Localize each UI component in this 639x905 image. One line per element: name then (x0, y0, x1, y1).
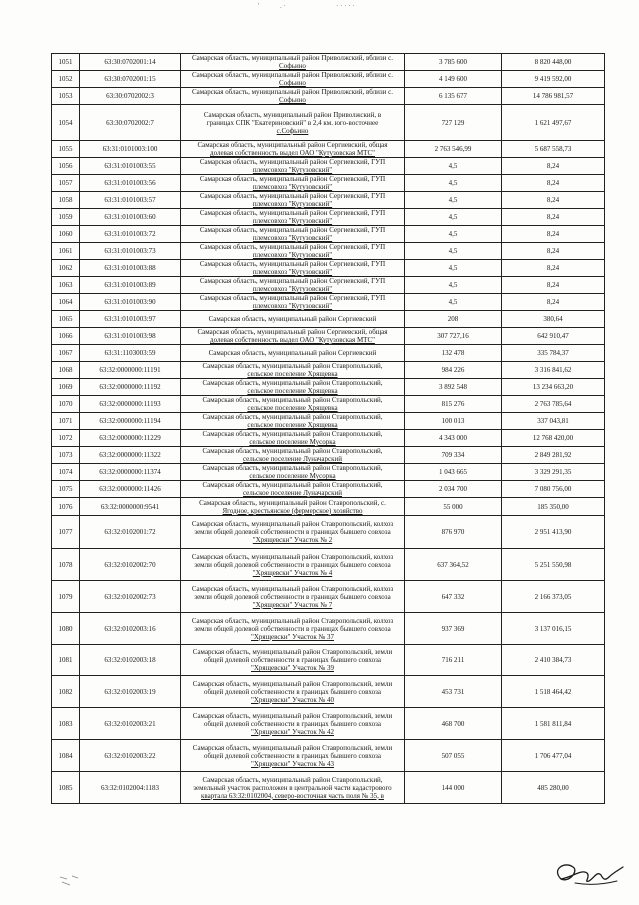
location-line: Самарская область, муниципальный район Ставропольский, колхоз (191, 584, 394, 593)
cadastral-value: 485 280,00 (502, 772, 605, 804)
cadastral-value: 8,24 (502, 209, 605, 226)
table-body (52, 54, 605, 804)
area-value: 4,5 (405, 277, 502, 294)
location-line: сельское поселение Хрящевка (247, 404, 338, 412)
cadastral-value: 185 350,00 (502, 498, 605, 516)
cadastral-value: 8 820 448,00 (502, 54, 605, 71)
location-description (181, 209, 405, 226)
location-line: сельское поселение Луначарский (242, 489, 343, 497)
location-line: долевая собственность выдел ОАО "Кутузовская МТС" (210, 336, 375, 344)
area-value: 468 700 (405, 708, 502, 740)
row-number: 1082 (52, 676, 80, 708)
location-line: долевая собственность выдел ОАО "Кутузовская МТС" (210, 149, 375, 157)
table-row (52, 481, 605, 498)
area-value: 4,5 (405, 260, 502, 277)
location-line: Самарская область, муниципальный район Ставропольский, (202, 379, 383, 387)
location-line: "Хрящевски" Участок № 39 (251, 664, 334, 672)
cadastral-value: 7 080 756,00 (502, 481, 605, 498)
cadastral-value: 8,24 (502, 192, 605, 209)
area-value: 132 478 (405, 345, 502, 362)
scan-artifacts: ' . · · · · · · (258, 2, 355, 10)
cadastral-value: 8,24 (502, 158, 605, 175)
location-description (181, 54, 405, 71)
location-line: Самарская область, муниципальный район Ставропольский, (202, 481, 383, 489)
area-value: 4,5 (405, 209, 502, 226)
table-row (52, 88, 605, 105)
area-value: 453 731 (405, 676, 502, 708)
cadastral-value: 335 784,37 (502, 345, 605, 362)
cadastral-number: 63:31:0101003:90 (80, 294, 181, 311)
cadastral-number: 63:31:0101003:56 (80, 175, 181, 192)
signature (543, 855, 629, 891)
table-row (52, 413, 605, 430)
location-description (181, 141, 405, 158)
cadastral-value: 14 786 981,57 (502, 88, 605, 105)
row-number: 1080 (52, 613, 80, 645)
cadastral-value: 380,64 (502, 311, 605, 328)
cadastral-number: 63:32:0000000:11191 (80, 362, 181, 379)
cadastral-value: 8,24 (502, 294, 605, 311)
cadastral-number: 63:32:0102004:1183 (80, 772, 181, 804)
location-description (181, 362, 405, 379)
location-line: земли общей долевой собственности в границах бывшего совхоза (194, 528, 391, 536)
row-number: 1057 (52, 175, 80, 192)
table-row (52, 71, 605, 88)
cadastral-number: 63:32:0102003:16 (80, 613, 181, 645)
row-number: 1066 (52, 328, 80, 345)
location-line: сельское поселение Луначарский (242, 455, 343, 463)
location-line: земли общей долевой собственности в границах бывшего совхоза (194, 560, 391, 569)
location-line: Самарская область, муниципальный район Сергиевский, ГУП (199, 226, 386, 234)
location-line: Самарская область, муниципальный район Сергиевский (208, 315, 377, 323)
location-line: квартала 63:32:0102004, северо-восточная часть поля № 35, в (201, 791, 384, 800)
cadastral-value: 8,24 (502, 175, 605, 192)
land-plots-table (51, 53, 605, 804)
location-line: Самарская область, муниципальный район Сергиевский, ГУП (199, 209, 386, 217)
location-line: Самарская область, муниципальный район Ставропольский, земли (192, 743, 393, 752)
location-line: "Хрящевски" Участок № 4 (252, 568, 333, 577)
location-line: Самарская область, муниципальный район Сергиевский (208, 349, 377, 357)
table-row (52, 447, 605, 464)
area-value: 6 135 677 (405, 88, 502, 105)
location-line: сельское поселение Хрящевка (247, 421, 338, 429)
table-row (52, 613, 605, 645)
table-row (52, 311, 605, 328)
row-number: 1053 (52, 88, 80, 105)
location-line: Самарская область, муниципальный район Сергиевский, ГУП (199, 294, 386, 302)
cadastral-number: 63:30:0702001:14 (80, 54, 181, 71)
location-line: Ягодное, крестьянское (фермерское) хозяйство (222, 506, 363, 515)
cadastral-value: 1 581 811,84 (502, 708, 605, 740)
location-description (181, 294, 405, 311)
location-description (181, 413, 405, 430)
row-number: 1051 (52, 54, 80, 71)
location-line: Самарская область, муниципальный район Ставропольский, (202, 362, 383, 370)
location-line: сельское поселение Хрящевка (247, 387, 338, 395)
table-row (52, 362, 605, 379)
location-line: Самарская область, муниципальный район Приволжский, вблизи с. (191, 71, 394, 79)
cadastral-number: 63:32:0000000:11194 (80, 413, 181, 430)
row-number: 1077 (52, 516, 80, 549)
table-row (52, 772, 605, 804)
table-row (52, 54, 605, 71)
table-row (52, 464, 605, 481)
row-number: 1061 (52, 243, 80, 260)
cadastral-number: 63:30:0702002:7 (80, 105, 181, 141)
table-row (52, 175, 605, 192)
area-value: 716 211 (405, 645, 502, 676)
table-row (52, 192, 605, 209)
area-value: 4,5 (405, 226, 502, 243)
location-line: земли общей долевой собственности в границах бывшего совхоза (194, 624, 391, 633)
table-row (52, 260, 605, 277)
cadastral-number: 63:32:0102003:18 (80, 645, 181, 676)
location-line: племсовхоз "Кутузовский" (252, 200, 333, 208)
cadastral-value: 1 621 497,67 (502, 105, 605, 141)
location-line: Самарская область, муниципальный район Сергиевский, ГУП (199, 260, 386, 268)
location-description (181, 379, 405, 396)
location-line: сельское поселение Хрящевка (247, 370, 338, 378)
location-description (181, 226, 405, 243)
row-number: 1059 (52, 209, 80, 226)
location-line: племсовхоз "Кутузовский" (252, 251, 333, 259)
table-row (52, 379, 605, 396)
cadastral-value: 2 166 373,05 (502, 581, 605, 613)
location-description (181, 105, 405, 141)
row-number: 1083 (52, 708, 80, 740)
table-row (52, 430, 605, 447)
cadastral-number: 63:31:0101003:73 (80, 243, 181, 260)
location-description (181, 71, 405, 88)
cadastral-number: 63:31:0101003:88 (80, 260, 181, 277)
location-description (181, 175, 405, 192)
cadastral-number: 63:31:0101003:72 (80, 226, 181, 243)
location-line: Самарская область, муниципальный район Ставропольский, колхоз (191, 616, 394, 625)
location-line: Самарская область, муниципальный район Сергиевский, ГУП (199, 277, 386, 285)
area-value: 208 (405, 311, 502, 328)
area-value: 307 727,16 (405, 328, 502, 345)
location-description (181, 740, 405, 772)
cadastral-value: 2 951 413,90 (502, 516, 605, 549)
row-number: 1055 (52, 141, 80, 158)
cadastral-number: 63:31:0101003:57 (80, 192, 181, 209)
table-row (52, 516, 605, 549)
location-line: общей долевой собственности в границах бывшего совхоза (203, 687, 382, 696)
area-value: 4,5 (405, 294, 502, 311)
row-number: 1065 (52, 311, 80, 328)
location-line: с.Софьино (276, 126, 309, 135)
cadastral-value: 2 763 785,64 (502, 396, 605, 413)
row-number: 1064 (52, 294, 80, 311)
cadastral-value: 3 137 016,15 (502, 613, 605, 645)
table-row (52, 141, 605, 158)
area-value: 4 149 600 (405, 71, 502, 88)
row-number: 1069 (52, 379, 80, 396)
location-line: сельское поселение Мусорка (249, 438, 336, 446)
location-description (181, 645, 405, 676)
area-value: 727 129 (405, 105, 502, 141)
location-description (181, 430, 405, 447)
cadastral-number: 63:32:0000000:11374 (80, 464, 181, 481)
location-description (181, 549, 405, 581)
row-number: 1070 (52, 396, 80, 413)
location-line: племсовхоз "Кутузовский" (252, 166, 333, 174)
area-value: 2 034 700 (405, 481, 502, 498)
area-value: 984 226 (405, 362, 502, 379)
table-row (52, 676, 605, 708)
location-line: Самарская область, муниципальный район Ставропольский, (202, 396, 383, 404)
area-value: 55 000 (405, 498, 502, 516)
row-number: 1067 (52, 345, 80, 362)
location-line: "Хрящевски" Участок № 37 (251, 632, 334, 641)
location-description (181, 708, 405, 740)
cadastral-value: 8,24 (502, 277, 605, 294)
location-line: Самарская область, муниципальный район Сергиевский, общая (197, 141, 388, 149)
location-line: Самарская область, муниципальный район Ставропольский, (202, 430, 383, 438)
cadastral-number: 63:30:0702001:15 (80, 71, 181, 88)
table-row (52, 226, 605, 243)
cadastral-value: 1 518 464,42 (502, 676, 605, 708)
table-row (52, 581, 605, 613)
row-number: 1085 (52, 772, 80, 804)
location-line: племсовхоз "Кутузовский" (252, 183, 333, 191)
table-row (52, 740, 605, 772)
location-line: Самарская область, муниципальный район Ставропольский, (202, 413, 383, 421)
location-description (181, 447, 405, 464)
location-line: общей долевой собственности в границах бывшего совхоза (203, 656, 382, 664)
location-line: племсовхоз "Кутузовский" (252, 268, 333, 276)
cadastral-value: 337 043,81 (502, 413, 605, 430)
location-description (181, 192, 405, 209)
cadastral-number: 63:31:0101003:98 (80, 328, 181, 345)
table-row (52, 498, 605, 516)
cadastral-value: 8,24 (502, 243, 605, 260)
cadastral-value: 12 768 420,00 (502, 430, 605, 447)
location-line: Самарская область, муниципальный район Приволжский, вблизи с. (191, 54, 394, 62)
cadastral-value: 2 849 281,92 (502, 447, 605, 464)
location-line: Софьино (279, 79, 306, 87)
location-line: Самарская область, муниципальный район Ставропольский, (202, 775, 383, 784)
scan-mark (58, 873, 82, 889)
location-line: Самарская область, муниципальный район Ставропольский, колхоз (191, 552, 394, 561)
cadastral-number: 63:32:0102002:70 (80, 549, 181, 581)
area-value: 100 013 (405, 413, 502, 430)
location-line: общей долевой собственности в границах бывшего совхоза (203, 751, 382, 760)
cadastral-number: 63:31:0101003:97 (80, 311, 181, 328)
table-row (52, 396, 605, 413)
cadastral-number: 63:32:0000000:9541 (80, 498, 181, 516)
area-value: 507 055 (405, 740, 502, 772)
location-line: Самарская область, муниципальный район Ставропольский, земли (192, 711, 393, 720)
area-value: 4 343 000 (405, 430, 502, 447)
table-row (52, 294, 605, 311)
table-row (52, 328, 605, 345)
area-value: 937 369 (405, 613, 502, 645)
location-description (181, 464, 405, 481)
row-number: 1084 (52, 740, 80, 772)
cadastral-number: 63:30:0702002:3 (80, 88, 181, 105)
location-line: "Хрящевски" Участок № 7 (252, 600, 333, 609)
cadastral-number: 63:32:0102002:73 (80, 581, 181, 613)
location-line: Самарская область, муниципальный район Сергиевский, ГУП (199, 192, 386, 200)
row-number: 1071 (52, 413, 80, 430)
row-number: 1056 (52, 158, 80, 175)
location-description (181, 88, 405, 105)
location-line: Самарская область, муниципальный район Ставропольский, (202, 447, 383, 455)
location-line: Самарская область, муниципальный район Ставропольский, земли (192, 679, 393, 688)
area-value: 815 276 (405, 396, 502, 413)
table-row (52, 158, 605, 175)
location-description (181, 613, 405, 645)
row-number: 1062 (52, 260, 80, 277)
cadastral-number: 63:32:0000000:11193 (80, 396, 181, 413)
cadastral-value: 8,24 (502, 226, 605, 243)
table-row (52, 105, 605, 141)
location-description (181, 676, 405, 708)
row-number: 1058 (52, 192, 80, 209)
location-description (181, 581, 405, 613)
location-line: Самарская область, муниципальный район Ставропольский, колхоз (191, 520, 394, 528)
area-value: 876 970 (405, 516, 502, 549)
cadastral-number: 63:32:0102003:22 (80, 740, 181, 772)
location-line: Самарская область, муниципальный район Приволжский, вблизи с. (191, 88, 394, 96)
cadastral-value: 3 329 291,35 (502, 464, 605, 481)
location-line: "Хрящевски" Участок № 43 (251, 759, 334, 768)
location-line: "Хрящевски" Участок № 2 (252, 536, 333, 544)
cadastral-number: 63:32:0000000:11426 (80, 481, 181, 498)
cadastral-value: 5 687 558,73 (502, 141, 605, 158)
row-number: 1072 (52, 430, 80, 447)
cadastral-value: 9 419 592,00 (502, 71, 605, 88)
area-value: 1 043 665 (405, 464, 502, 481)
row-number: 1074 (52, 464, 80, 481)
area-value: 3 892 548 (405, 379, 502, 396)
location-line: Софьино (279, 96, 306, 104)
area-value: 4,5 (405, 175, 502, 192)
location-line: "Хрящевски" Участок № 42 (251, 727, 334, 736)
area-value: 4,5 (405, 192, 502, 209)
location-line: границах СПК "Екатериновский" в 2,4 км. юго-восточнее (206, 118, 379, 127)
table-row (52, 645, 605, 676)
location-description (181, 328, 405, 345)
cadastral-value: 5 251 550,98 (502, 549, 605, 581)
cadastral-number: 63:32:0102003:21 (80, 708, 181, 740)
cadastral-number: 63:31:0101003:89 (80, 277, 181, 294)
location-line: земельный участок расположен в центральной части кадастрового (193, 783, 392, 792)
location-line: Самарская область, муниципальный район Ставропольский, с. (199, 498, 386, 507)
area-value: 3 785 600 (405, 54, 502, 71)
location-description (181, 311, 405, 328)
row-number: 1060 (52, 226, 80, 243)
cadastral-number: 63:32:0000000:11229 (80, 430, 181, 447)
table-row (52, 345, 605, 362)
row-number: 1079 (52, 581, 80, 613)
location-description (181, 243, 405, 260)
location-line: Софьино (279, 62, 306, 70)
location-line: сельское поселение Мусорка (249, 472, 336, 480)
location-line: Самарская область, муниципальный район Ставропольский, земли (192, 648, 393, 656)
location-description (181, 260, 405, 277)
cadastral-number: 63:31:0101003:100 (80, 141, 181, 158)
row-number: 1063 (52, 277, 80, 294)
table-row (52, 209, 605, 226)
location-description (181, 345, 405, 362)
location-line: племсовхоз "Кутузовский" (252, 234, 333, 242)
location-description (181, 481, 405, 498)
cadastral-number: 63:32:0000000:11192 (80, 379, 181, 396)
area-value: 144 000 (405, 772, 502, 804)
location-line: Самарская область, муниципальный район Ставропольский, (202, 464, 383, 472)
table-row (52, 708, 605, 740)
area-value: 4,5 (405, 158, 502, 175)
area-value: 2 763 546,99 (405, 141, 502, 158)
area-value: 709 334 (405, 447, 502, 464)
cadastral-number: 63:32:0102001:72 (80, 516, 181, 549)
row-number: 1076 (52, 498, 80, 516)
cadastral-number: 63:31:0101003:55 (80, 158, 181, 175)
cadastral-value: 2 410 384,73 (502, 645, 605, 676)
location-line: "Хрящевски" Участок № 40 (251, 695, 334, 704)
cadastral-number: 63:31:0101003:60 (80, 209, 181, 226)
location-description (181, 396, 405, 413)
row-number: 1068 (52, 362, 80, 379)
location-line: Самарская область, муниципальный район Сергиевский, общая (197, 328, 388, 336)
cadastral-value: 13 234 663,20 (502, 379, 605, 396)
location-description (181, 516, 405, 549)
location-line: Самарская область, муниципальный район Сергиевский, ГУП (199, 243, 386, 251)
cadastral-value: 1 706 477,04 (502, 740, 605, 772)
area-value: 4,5 (405, 243, 502, 260)
cadastral-number: 63:32:0102003:19 (80, 676, 181, 708)
table-row (52, 243, 605, 260)
table-row (52, 277, 605, 294)
area-value: 637 364,52 (405, 549, 502, 581)
row-number: 1081 (52, 645, 80, 676)
location-description (181, 772, 405, 804)
row-number: 1078 (52, 549, 80, 581)
location-line: племсовхоз "Кутузовский" (252, 302, 333, 310)
location-description (181, 158, 405, 175)
table-row (52, 549, 605, 581)
location-line: племсовхоз "Кутузовский" (252, 217, 333, 225)
location-line: Самарская область, муниципальный район Приволжский, в (203, 110, 382, 119)
row-number: 1052 (52, 71, 80, 88)
cadastral-number: 63:32:0000000:11322 (80, 447, 181, 464)
cadastral-value: 3 316 841,62 (502, 362, 605, 379)
row-number: 1075 (52, 481, 80, 498)
cadastral-value: 8,24 (502, 260, 605, 277)
location-line: племсовхоз "Кутузовский" (252, 285, 333, 293)
row-number: 1073 (52, 447, 80, 464)
location-line: Самарская область, муниципальный район Сергиевский, ГУП (199, 158, 386, 166)
location-line: земли общей долевой собственности в границах бывшего совхоза (194, 592, 391, 601)
location-description (181, 277, 405, 294)
location-line: Самарская область, муниципальный район Сергиевский, ГУП (199, 175, 386, 183)
cadastral-number: 63:31:1103003:59 (80, 345, 181, 362)
area-value: 647 332 (405, 581, 502, 613)
row-number: 1054 (52, 105, 80, 141)
location-line: общей долевой собственности в границах бывшего совхоза (203, 719, 382, 728)
cadastral-value: 642 910,47 (502, 328, 605, 345)
location-description (181, 498, 405, 516)
